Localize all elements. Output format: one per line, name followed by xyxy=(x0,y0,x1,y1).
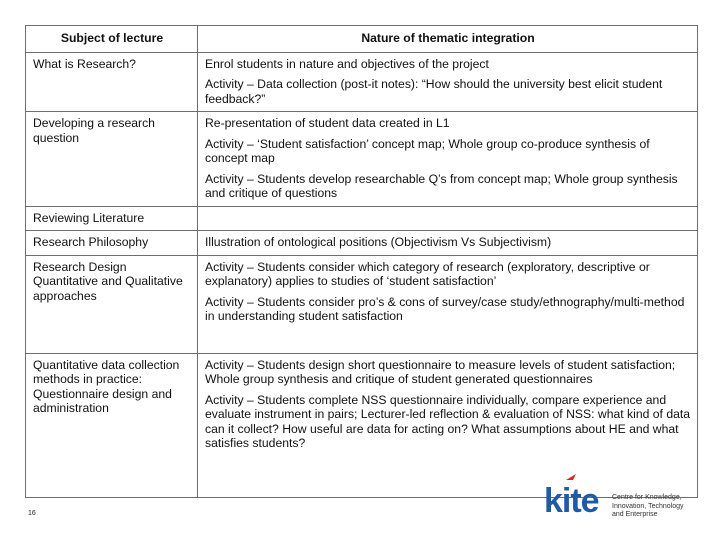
integration-cell xyxy=(198,52,698,112)
page-number: 16 xyxy=(28,510,36,517)
integration-cell xyxy=(198,231,698,256)
subject-cell: Developing a research question xyxy=(26,112,198,207)
integration-cell xyxy=(198,112,698,207)
integration-cell xyxy=(198,255,698,353)
logo-accent-icon xyxy=(566,474,576,480)
header-integration: Nature of thematic integration xyxy=(198,26,698,53)
logo-tagline-line: Centre for Knowledge, xyxy=(612,494,682,501)
table-header-row xyxy=(26,26,698,53)
integration-text: Activity – ‘Student satisfaction’ concept map; Whole group co-produce synthesis of concept map xyxy=(205,136,650,165)
subject-cell: What is Research? xyxy=(26,52,198,112)
subject-cell: Research Philosophy xyxy=(26,231,198,256)
table-row xyxy=(26,206,698,231)
table-row xyxy=(26,112,698,207)
header-subject: Subject of lecture xyxy=(26,26,198,53)
logo-tagline-line: and Enterprise xyxy=(612,511,658,518)
table-row xyxy=(26,231,698,256)
integration-text: Activity – Students design short questionnaire to measure levels of student satisfaction; Whole group synthesis and critique of student generated questionnaires xyxy=(205,357,676,386)
kite-logo xyxy=(544,474,704,522)
logo-tagline-line: Innovation, Technology xyxy=(612,502,684,510)
table-row xyxy=(26,255,698,353)
integration-text: Enrol students in nature and objectives of the project xyxy=(205,56,489,71)
integration-text: Activity – Students consider pro’s & cons of survey/case study/ethnography/multi-method in understanding student satisfaction xyxy=(205,294,685,323)
integration-text: Activity – Data collection (post-it notes): “How should the university best elicit student feedback?” xyxy=(205,77,663,106)
integration-cell xyxy=(198,206,698,231)
integration-text: Activity – Students develop researchable Q’s from concept map; Whole group synthesis and critique of questions xyxy=(205,171,678,200)
integration-text: Re-presentation of student data created in L1 xyxy=(205,116,450,130)
subject-cell: Quantitative data collection methods in practice: Questionnaire design and administration xyxy=(26,353,198,497)
logo-tagline xyxy=(612,494,704,520)
logo-word: kite xyxy=(544,482,599,520)
integration-text: Activity – Students consider which category of research (exploratory, descriptive or explanatory) applies to studies of ‘student satisfaction’ xyxy=(205,259,650,288)
integration-text: Illustration of ontological positions (Objectivism Vs Subjectivism) xyxy=(205,235,552,249)
table-row xyxy=(26,52,698,112)
integration-text: Activity – Students complete NSS questionnaire individually, compare experience and evaluate instrument in pairs; Lecturer-led reflection & evaluation of NSS: what kind of data can it collect? How useful are data for acting on? What assumptions about HE and what satisfies students? xyxy=(205,392,691,450)
lecture-table xyxy=(25,25,698,498)
subject-cell: Research Design Quantitative and Qualitative approaches xyxy=(26,255,198,353)
subject-cell: Reviewing Literature xyxy=(26,206,198,231)
